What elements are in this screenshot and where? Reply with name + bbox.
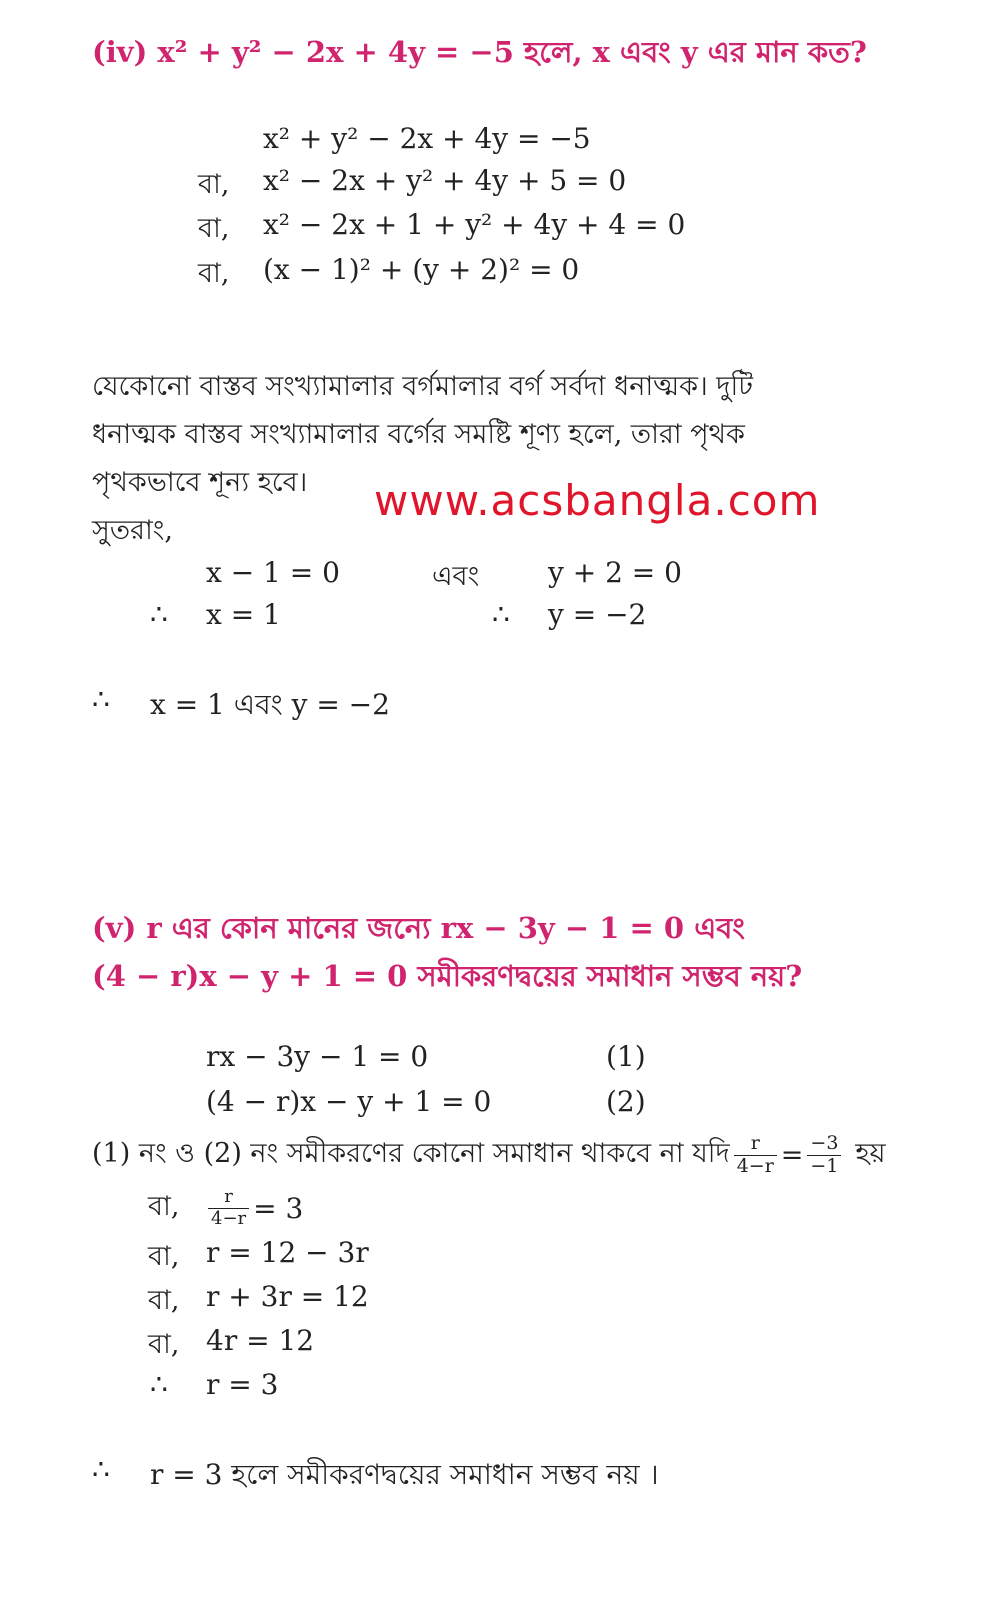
therefore-symbol-left: ∴ — [150, 598, 168, 631]
step-v-1-prefix: বা, — [148, 1190, 180, 1222]
equation-1: rx − 3y − 1 = 0 — [206, 1040, 429, 1073]
step-v-1-rest: = 3 — [253, 1191, 304, 1225]
step-iv-4-prefix: বা, — [198, 258, 230, 289]
final-symbol-v: ∴ — [92, 1453, 110, 1486]
fraction-1-numerator: r — [734, 1133, 777, 1156]
step-v-2-prefix: বা, — [148, 1241, 180, 1272]
right-equation: y + 2 = 0 — [548, 556, 682, 589]
equation-2: (4 − r)x − y + 1 = 0 — [206, 1085, 492, 1118]
step-v-4-prefix: বা, — [148, 1329, 180, 1360]
question-v-line-2: (4 − r)x − y + 1 = 0 সমীকরণদ্বয়ের সমাধান সম্ভব নয়? — [92, 959, 803, 993]
explanation-line-1: যেকোনো বাস্তব সংখ্যামালার বর্গমালার বর্গ সর্বদা ধনাত্মক। দুটি — [92, 371, 753, 402]
question-v-line-1: (v) r এর কোন মানের জন্যে rx − 3y − 1 = 0 এবং — [92, 911, 745, 945]
explanation-line-3: পৃথকভাবে শূন্য হবে। — [92, 467, 308, 498]
condition-text: (1) নং ও (2) নং সমীকরণের কোনো সমাধান থাকবে না যদি — [92, 1137, 730, 1169]
equation-2-label: (2) — [606, 1085, 646, 1118]
condition-fraction-2 — [807, 1133, 841, 1178]
fraction-2-denominator: −1 — [810, 1154, 839, 1177]
step-iv-4: (x − 1)² + (y + 2)² = 0 — [263, 253, 580, 286]
watermark: www.acsbangla.com — [374, 476, 821, 525]
step-iv-1: x² + y² − 2x + 4y = −5 — [263, 122, 591, 155]
final-answer-iv: x = 1 এবং y = −2 — [150, 688, 390, 721]
condition-fraction-1 — [734, 1133, 777, 1178]
therefore-symbol-right: ∴ — [492, 598, 510, 631]
step-v-1 — [148, 1183, 303, 1233]
left-equation: x − 1 = 0 — [206, 556, 340, 589]
fraction-1-denominator: 4−r — [736, 1154, 774, 1177]
condition-equals: = — [780, 1139, 804, 1171]
fraction-2-numerator: −3 — [807, 1133, 841, 1156]
explanation-line-2: ধনাত্মক বাস্তব সংখ্যামালার বর্গের সমষ্টি শূণ্য হলে, তারা পৃথক — [92, 419, 745, 450]
step-v-1-fraction — [208, 1187, 249, 1229]
question-iv: (iv) x² + y² − 2x + 4y = −5 হলে, x এবং y এর মান কত? — [92, 35, 867, 69]
left-result: x = 1 — [206, 598, 281, 631]
step-iv-3-prefix: বা, — [198, 213, 230, 244]
step-v-3: r + 3r = 12 — [206, 1280, 369, 1313]
step-iv-3: x² − 2x + 1 + y² + 4y + 4 = 0 — [263, 208, 686, 241]
step-v-2: r = 12 − 3r — [206, 1236, 369, 1269]
right-result: y = −2 — [548, 598, 647, 631]
step-iv-2-prefix: বা, — [198, 169, 230, 200]
step-v-5: r = 3 — [206, 1368, 279, 1401]
step-v-4: 4r = 12 — [206, 1324, 315, 1357]
and-word: এবং — [432, 561, 480, 592]
equation-1-label: (1) — [606, 1040, 646, 1073]
condition-end: হয় — [855, 1137, 886, 1169]
condition-line — [92, 1130, 886, 1180]
step-iv-2: x² − 2x + y² + 4y + 5 = 0 — [263, 164, 627, 197]
step-v-1-numerator: r — [208, 1187, 249, 1209]
step-v-1-denominator: 4−r — [211, 1207, 247, 1229]
therefore-word: সুতরাং, — [92, 515, 173, 546]
step-v-3-prefix: বা, — [148, 1285, 180, 1316]
final-answer-v: r = 3 হলে সমীকরণদ্বয়ের সমাধান সম্ভব নয় । — [150, 1458, 659, 1491]
step-v-5-prefix: ∴ — [150, 1368, 168, 1401]
therefore-symbol-final: ∴ — [92, 683, 110, 716]
